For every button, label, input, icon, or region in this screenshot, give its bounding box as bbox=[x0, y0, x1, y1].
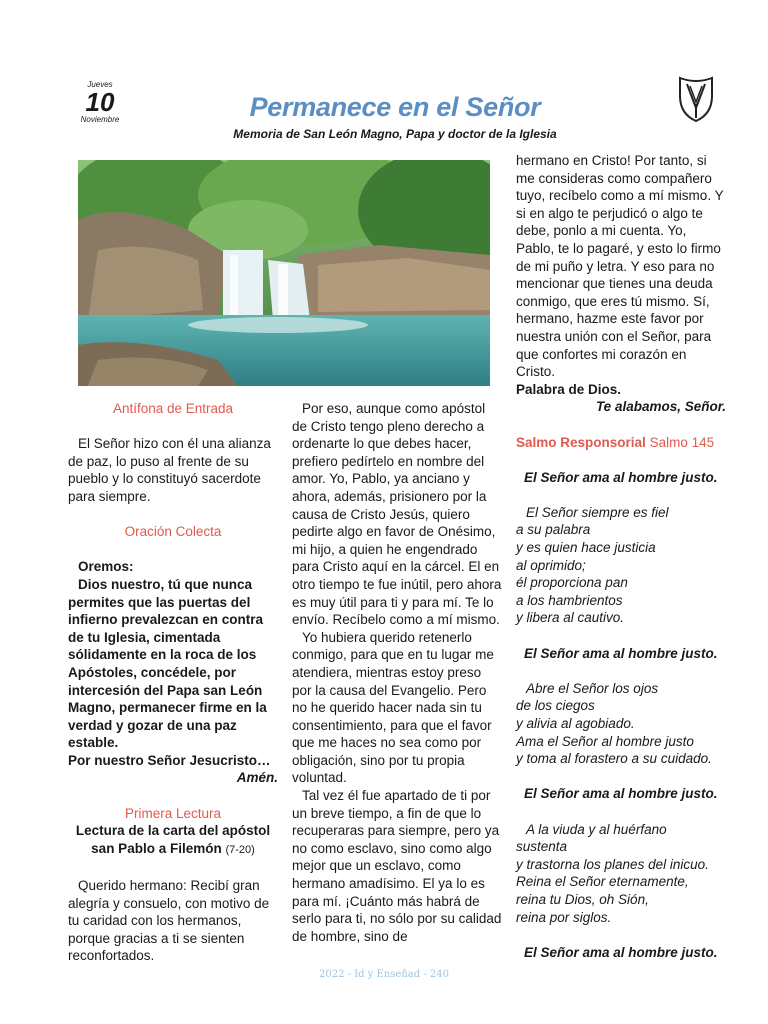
psalm-line: y es quien hace justicia bbox=[516, 540, 656, 556]
antifona-heading: Antífona de Entrada bbox=[112, 401, 234, 416]
reading-paragraph-2: Yo hubiera querido retenerlo conmigo, para que en tu lugar me atendiera, mientras estoy preso por la causa del Evangelio. Pero no he querido hacer nada sin tu consentimiento, para que el favor que me haces no sea como por obligación, sino por tu propia voluntad. bbox=[292, 629, 494, 786]
psalm-response: El Señor ama al hombre justo. bbox=[524, 944, 718, 960]
amen: Amén. bbox=[236, 770, 278, 786]
psalm-response: El Señor ama al hombre justo. bbox=[524, 645, 718, 661]
psalm-line: a su palabra bbox=[516, 522, 591, 538]
psalm-stanza-1 bbox=[516, 504, 726, 627]
reading-continuation: hermano en Cristo! Por tanto, si me consideras como compañero tuyo, recíbelo como a mí mismo. Y si en algo te perjudicó o algo te debe, ponlo a mi cuenta. Yo, Pablo, te lo pagaré, y esto lo firmo de mi puño y letra. Y eso para no mencionar que tienes una deuda conmigo, que eres tú mismo. Sí, hermano, hazme este favor por nuestra unión con el Señor, para que confortes mi corazón en Cristo. bbox=[516, 153, 724, 380]
psalm-line: y alivia al agobiado. bbox=[516, 716, 635, 731]
logo-icon bbox=[674, 74, 718, 124]
psalm-line: El Señor siempre es fiel bbox=[526, 504, 669, 520]
month: Noviembre bbox=[80, 115, 120, 124]
psalm-line: sustenta bbox=[516, 839, 568, 855]
psalm-response: El Señor ama al hombre justo. bbox=[524, 469, 718, 485]
salmo-heading: Salmo Responsorial Salmo 145 bbox=[516, 434, 715, 450]
psalm-line: a los hambrientos bbox=[516, 592, 623, 608]
palabra-de-dios: Palabra de Dios. bbox=[516, 381, 622, 397]
reading-paragraph-1: Por eso, aunque como apóstol de Cristo tengo pleno derecho a ordenarte lo que debes hacer, prefiero pedírtelo en nombre del amor. Yo, Pablo, ya anciano y ahora, además, prisionero por la causa de Cristo Jesús, quiero pedirte algo en favor de Onésimo, mi hijo, a quien he engendrado para Cristo aquí en la cárcel. El en otro tiempo te fue inútil, pero ahora es muy útil para ti y para mí. Te lo envío. Recíbelo como a mí mismo. bbox=[292, 401, 502, 628]
column-right bbox=[516, 152, 726, 961]
date-block bbox=[70, 80, 130, 124]
psalm-line: A la viuda y al huérfano bbox=[526, 821, 667, 837]
page-subtitle: Memoria de San León Magno, Papa y doctor de la Iglesia bbox=[233, 127, 557, 141]
psalm-line: Reina el Señor eternamente, bbox=[516, 874, 689, 890]
psalm-line: y trastorna los planes del inicuo. bbox=[516, 856, 709, 872]
lectura-title: Lectura de la carta del apóstol san Pablo a Filemón (7-20) bbox=[75, 823, 271, 856]
page-title: Permanece en el Señor bbox=[249, 92, 541, 122]
psalm-line: y toma al forastero a su cuidado. bbox=[516, 751, 712, 767]
psalm-line: Abre el Señor los ojos bbox=[526, 680, 659, 696]
oremos-label: Oremos: bbox=[78, 559, 134, 575]
colecta-text: Dios nuestro, tú que nunca permites que las puertas del infierno prevalezcan en contra de tu Iglesia, cimentada sólidamente en la roca de los Apóstoles, concédele, por intercesión del Papa san León Magno, permanecer firme en la verdad y gozar de una paz estable. bbox=[68, 576, 267, 751]
psalm-line: Ama el Señor al hombre justo bbox=[516, 733, 694, 749]
psalm-line: y libera al cautivo. bbox=[516, 610, 625, 626]
psalm-line: él proporciona pan bbox=[516, 575, 628, 591]
psalm-response: El Señor ama al hombre justo. bbox=[524, 786, 718, 802]
reading-paragraph-3: Tal vez él fue apartado de ti por un breve tiempo, a fin de que lo recuperaras para siempre, pero ya no como esclavo, sino como algo mejor que un esclavo, como hermano amadísimo. El ya lo es para mí. ¡Cuánto más habrá de serlo para ti, no sólo por su calidad de hombre, sino de bbox=[292, 788, 502, 944]
te-alabamos: Te alabamos, Señor. bbox=[595, 399, 726, 415]
weekday: Jueves bbox=[87, 80, 113, 89]
column-middle bbox=[292, 400, 502, 945]
column-left bbox=[68, 400, 278, 965]
lectura-ref: (7-20) bbox=[225, 843, 255, 856]
waterfall-photo bbox=[78, 160, 490, 386]
psalm-line: reina por siglos. bbox=[516, 909, 612, 925]
psalm-stanza-3 bbox=[516, 821, 726, 927]
colecta-closing: Por nuestro Señor Jesucristo… bbox=[68, 752, 271, 768]
antifona-text: El Señor hizo con él una alianza de paz, lo puso al frente de su pueblo y lo constituyó sacerdote para siempre. bbox=[68, 436, 271, 504]
psalm-stanza-2 bbox=[516, 680, 726, 768]
lectura-text: Querido hermano: Recibí gran alegría y consuelo, con motivo de tu caridad con los hermanos, porque gracias a ti se sienten reconfortados. bbox=[68, 878, 270, 964]
psalm-line: de los ciegos bbox=[516, 698, 595, 714]
psalm-line: reina tu Dios, oh Sión, bbox=[516, 891, 649, 907]
page-footer: 2022 - Id y Enseñad - 240 bbox=[319, 969, 449, 980]
day-number: 10 bbox=[85, 87, 115, 117]
lectura-heading: Primera Lectura bbox=[124, 805, 222, 821]
colecta-heading: Oración Colecta bbox=[124, 524, 222, 540]
psalm-line: al oprimido; bbox=[516, 557, 586, 573]
